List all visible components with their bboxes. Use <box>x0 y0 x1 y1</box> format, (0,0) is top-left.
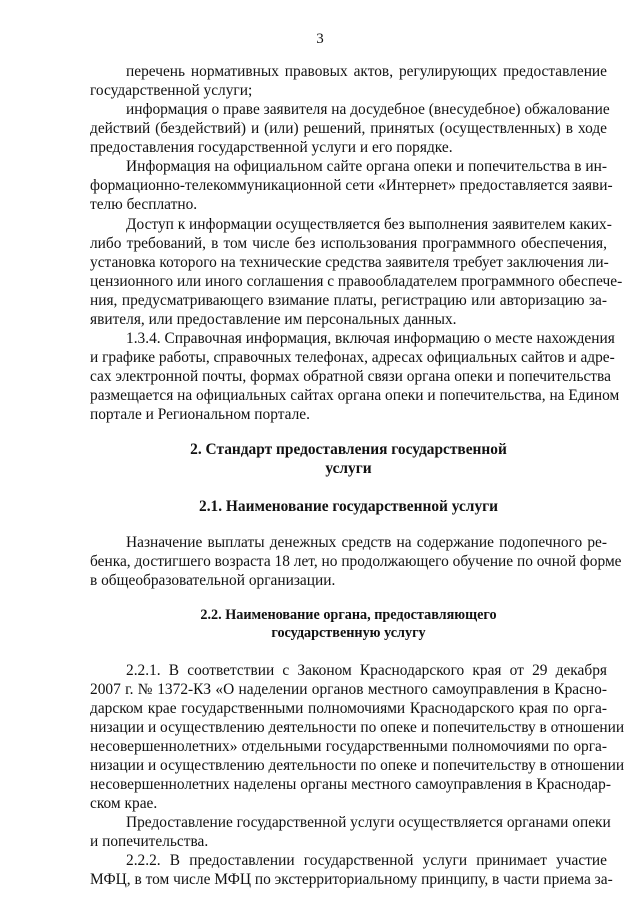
text-line: 1.3.4. Справочная информация, включая информацию о месте нахождения <box>126 330 615 347</box>
text-line: сах электронной почты, формах обратной связи органа опеки и попечительства <box>90 368 611 385</box>
text-line: установка которого на технические средства заявителя требует заключения ли- <box>90 254 609 271</box>
text-line: Доступ к информации осуществляется без выполнения заявителем каких- <box>126 216 612 233</box>
text-line: либо требований, в том числе без использования программного обеспечения, <box>90 235 607 252</box>
text-line: и попечительства. <box>90 833 209 850</box>
text-line: дарском крае государственными полномочиями Краснодарского края по орга- <box>90 700 607 717</box>
text-line: бенка, достигшего возраста 18 лет, но продолжающего обучение по очной форме <box>90 553 622 570</box>
text-line: явителя, или предоставление им персональных данных. <box>90 311 457 328</box>
page-number: 3 <box>316 31 324 47</box>
text-line: низации и осуществлению деятельности по опеке и попечительству в отношении <box>90 719 625 736</box>
subsection-heading: 2.1. Наименование государственной услуги <box>199 498 498 515</box>
text-line: 2007 г. № 1372-КЗ «О наделении органов местного самоуправления в Красно- <box>90 681 607 698</box>
text-line: размещается на официальных сайтах органа опеки и попечительства, на Едином <box>90 387 620 404</box>
text-line: телю бесплатно. <box>90 196 198 213</box>
text-line: цензионного или иного соглашения с правообладателем программного обеспече- <box>90 273 623 290</box>
text-line: низации и осуществлению деятельности по опеке и попечительству в отношении <box>90 757 625 774</box>
section-heading: услуги <box>325 460 372 477</box>
text-line: перечень нормативных правовых актов, регулирующих предоставление <box>126 63 607 80</box>
section-heading: 2. Стандарт предоставления государственной <box>190 441 507 458</box>
text-line: Информация на официальном сайте органа опеки и попечительства в ин- <box>126 158 607 175</box>
text-line: Назначение выплаты денежных средств на содержание подопечного ре- <box>126 534 607 551</box>
text-line: несовершеннолетних» отдельными государственными полномочиями по орга- <box>90 738 607 755</box>
text-line: формационно-телекоммуникационной сети «Интернет» предоставляется заяви- <box>90 177 613 194</box>
text-line: государственной услуги; <box>90 82 253 99</box>
subsection-heading: 2.2. Наименование органа, предоставляющего <box>200 607 497 623</box>
text-line: действий (бездействий) и (или) решений, принятых (осуществленных) в ходе <box>90 120 607 137</box>
text-line: 2.2.2. В предоставлении государственной услуги принимает участие <box>126 852 607 869</box>
text-line: в общеобразовательной организации. <box>90 572 336 589</box>
text-line: несовершеннолетних наделены органы местного самоуправления в Краснодар- <box>90 776 611 793</box>
text-line: 2.2.1. В соответствии с Законом Краснодарского края от 29 декабря <box>126 662 607 679</box>
text-line: предоставления государственной услуги и его порядке. <box>90 139 453 156</box>
subsection-heading: государственную услугу <box>271 625 426 641</box>
text-line: и графике работы, справочных телефонах, адресах официальных сайтов и адре- <box>90 349 615 366</box>
text-line: ния, предусматривающего взимание платы, регистрацию или авторизацию за- <box>90 292 607 309</box>
text-line: информация о праве заявителя на досудебное (внесудебное) обжалование <box>126 101 610 118</box>
text-line: портале и Региональном портале. <box>90 406 310 423</box>
text-line: Предоставление государственной услуги осуществляется органами опеки <box>126 814 611 831</box>
text-line: ском крае. <box>90 795 158 812</box>
text-line: МФЦ, в том числе МФЦ по экстерриториальному принципу, в части приема за- <box>90 871 613 888</box>
